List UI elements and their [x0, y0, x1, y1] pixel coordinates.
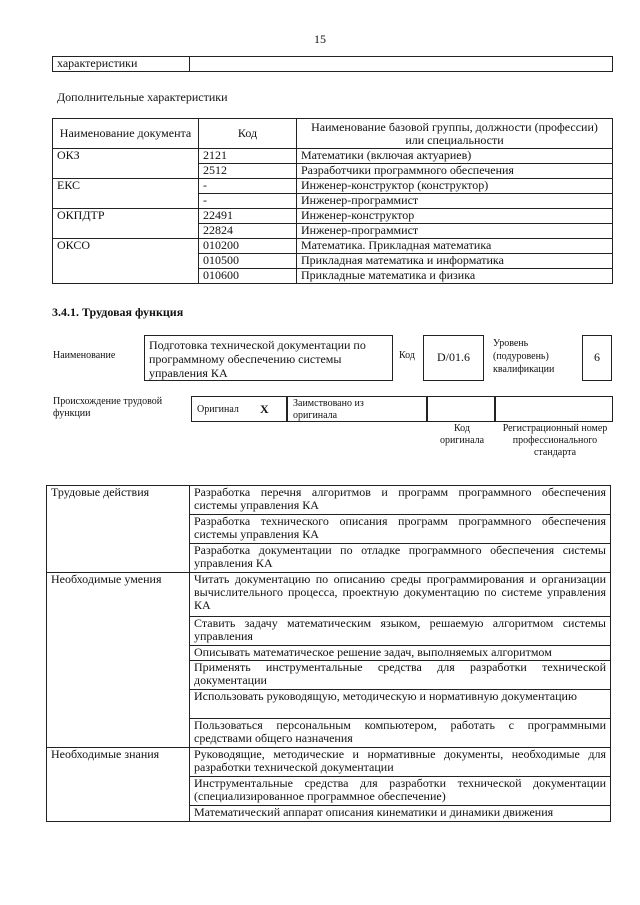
item-cell: Применять инструментальные средства для разработки технической документации: [190, 661, 611, 690]
top-row-value: [190, 57, 613, 72]
code-cell: 010500: [199, 254, 297, 269]
code-cell: 010600: [199, 269, 297, 284]
code-cell: -: [199, 179, 297, 194]
level-value: 6: [594, 350, 600, 364]
code-cell: 22491: [199, 209, 297, 224]
category-cell: Трудовые действия: [47, 486, 190, 573]
top-continuation-table: [52, 56, 613, 72]
doc-cell: ОКСО: [53, 239, 199, 284]
name-cell: Математики (включая актуариев): [297, 149, 613, 164]
name-cell: Инженер-конструктор: [297, 209, 613, 224]
original-mark: X: [260, 402, 269, 416]
item-cell: Описывать математическое решение задач, выполняемых алгоритмом: [190, 646, 611, 661]
item-cell: Руководящие, методические и нормативные документы, необходимые для разработки технической документации: [190, 748, 611, 777]
borrowed-label: Заимствовано из оригинала: [293, 398, 364, 421]
additional-table: [52, 118, 613, 284]
code-cell: 010200: [199, 239, 297, 254]
doc-cell: ЕКС: [53, 179, 199, 209]
item-cell: Использовать руководящую, методическую и нормативную документацию: [190, 690, 611, 719]
name-cell: Математика. Прикладная математика: [297, 239, 613, 254]
main-table: [46, 485, 611, 822]
name-cell: Разработчики программного обеспечения: [297, 164, 613, 179]
name-cell: Инженер-конструктор (конструктор): [297, 179, 613, 194]
origin-reg-box: [495, 396, 613, 422]
doc-cell: ОКПДТР: [53, 209, 199, 239]
code-cell: -: [199, 194, 297, 209]
level-box: [582, 335, 612, 381]
code-cell: 2121: [199, 149, 297, 164]
name-cell: Инженер-программист: [297, 224, 613, 239]
item-cell: Ставить задачу математическим языком, решаемую алгоритмом системы управления: [190, 617, 611, 646]
code-label: Код: [399, 350, 415, 361]
function-code-value: D/01.6: [437, 350, 470, 364]
additional-title: Дополнительные характеристики: [57, 90, 228, 104]
origin-code-box: [427, 396, 495, 422]
function-name-value: Подготовка технической документации по программному обеспечению системы управления КА: [149, 338, 366, 380]
name-cell: Прикладная математика и информатика: [297, 254, 613, 269]
doc-cell: ОКЗ: [53, 149, 199, 179]
item-cell: Разработка перечня алгоритмов и программ программного обеспечения системы управления КА: [190, 486, 611, 515]
item-cell: Разработка технического описания программ программного обеспечения системы управления КА: [190, 515, 611, 544]
function-code-box: [423, 335, 484, 381]
name-label: Наименование: [53, 350, 116, 361]
name-cell: Прикладные математика и физика: [297, 269, 613, 284]
page-number: 15: [314, 32, 326, 46]
category-cell: Необходимые умения: [47, 573, 190, 748]
top-row-label: характеристики: [53, 57, 190, 72]
code-original-caption: Код оригинала: [439, 423, 485, 446]
item-cell: Математический аппарат описания кинематики и динамики движения: [190, 806, 611, 822]
item-cell: Читать документацию по описанию среды программирования и организации вычислительного процесса, проектную документацию по системе управления КА: [190, 573, 611, 617]
item-cell: Пользоваться персональным компьютером, работать с программными средствами общего назначения: [190, 719, 611, 748]
header-code: Код: [199, 119, 297, 149]
category-cell: Необходимые знания: [47, 748, 190, 822]
name-cell: Инженер-программист: [297, 194, 613, 209]
function-name-box: [144, 335, 393, 381]
origin-label: Происхождение трудовой функции: [53, 396, 163, 419]
function-heading: 3.4.1. Трудовая функция: [52, 305, 184, 319]
header-name: Наименование базовой группы, должности (профессии) или специальности: [297, 119, 613, 149]
origin-original-box: [191, 396, 287, 422]
code-cell: 2512: [199, 164, 297, 179]
item-cell: Инструментальные средства для разработки технической документации (специализированное программное обеспечение): [190, 777, 611, 806]
header-doc: Наименование документа: [53, 119, 199, 149]
code-cell: 22824: [199, 224, 297, 239]
origin-borrowed-box: [287, 396, 427, 422]
level-label: Уровень (подуровень) квалификации: [493, 338, 555, 375]
item-cell: Разработка документации по отладке программного обеспечения системы управления КА: [190, 544, 611, 573]
reg-number-caption: Регистрационный номер профессионального стандарта: [502, 423, 608, 458]
original-label: Оригинал: [197, 404, 239, 415]
